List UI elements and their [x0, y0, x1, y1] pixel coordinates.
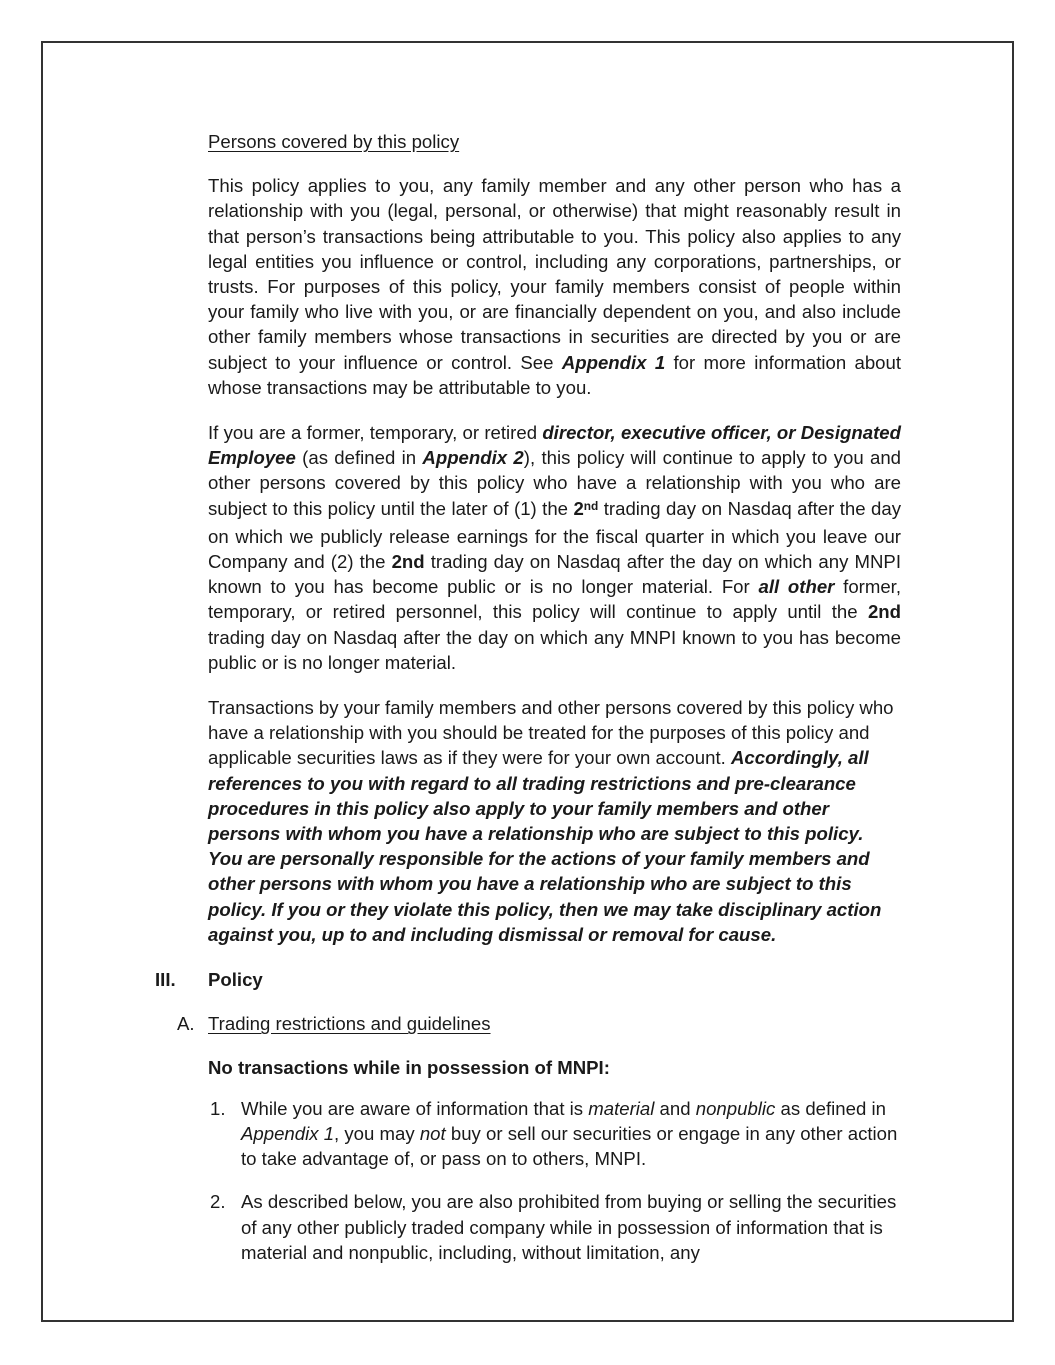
section-title: Policy	[208, 969, 263, 991]
document-body	[155, 129, 903, 1283]
section-heading-policy	[155, 967, 903, 992]
subsection-trading-restrictions	[177, 1011, 903, 1036]
paragraph-persons-covered: This policy applies to you, any family member and any other person who has a relationship with you (legal, personal, or otherwise) that might reasonably result in that person’s transactions being attributable to you. This policy also applies to any legal entities you influence or control, including any corporations, partnerships, or trusts. For purposes of this policy, your family members consist of people within your family who live with you, or are financially dependent on you, and also include other family members whose transactions in securities are directed by you or are subject to your influence or control. See Appendix 1 for more information about whose transactions may be attributable to you.	[208, 175, 902, 398]
paragraph-family-transactions: Transactions by your family members and other persons covered by this policy who have a relationship with you should be treated for the purposes of this policy and applicable securities laws as if they were for your own account. Accordingly, all references to you with regard to all trading restrictions and pre-clearance procedures in this policy also apply to your family members and other persons with whom you have a relationship who are subject to this policy. You are personally responsible for the actions of your family members and other persons with whom you have a relationship who are subject to this policy. If you or they violate this policy, then we may take disciplinary action against you, up to and including dismissal or removal for cause.	[208, 697, 894, 945]
document-heading: Persons covered by this policy	[208, 131, 460, 152]
subheading-no-transactions-mnpi: No transactions while in possession of MNPI:	[208, 1056, 610, 1078]
list-item-1	[210, 1096, 903, 1172]
subsection-letter: A.	[177, 1013, 195, 1035]
list-item-2	[210, 1189, 903, 1265]
paragraph-former-personnel: If you are a former, temporary, or retired director, executive officer, or Designated Employee (as defined in Appendix 2), this policy will continue to apply to you and other persons covered by this policy who have a relationship with you who are subject to this policy until the later of (1) the 2nd trading day on Nasdaq after the day on which we publicly release earnings for the fiscal quarter in which you leave our Company and (2) the 2nd trading day on Nasdaq after the day on which any MNPI known to you has become public or is no longer material. For all other former, temporary, or retired personnel, this policy will continue to apply until the 2nd trading day on Nasdaq after the day on which any MNPI known to you has become public or is no longer material.	[208, 422, 902, 673]
list-item-text: While you are aware of information that is material and nonpublic as defined in Appendix 1, you may not buy or sell our securities or engage in any other action to take advantage of, or pass on to others, MNPI.	[241, 1097, 898, 1170]
section-number: III.	[155, 969, 176, 991]
list-item-text: As described below, you are also prohibited from buying or selling the securities of any other publicly traded company while in possession of information that is material and nonpublic, including, without limitation, any	[241, 1191, 897, 1263]
list-item-number: 1.	[210, 1097, 226, 1119]
list-item-number: 2.	[210, 1191, 226, 1213]
page-frame	[41, 41, 1014, 1322]
subsection-title: Trading restrictions and guidelines	[208, 1013, 491, 1035]
